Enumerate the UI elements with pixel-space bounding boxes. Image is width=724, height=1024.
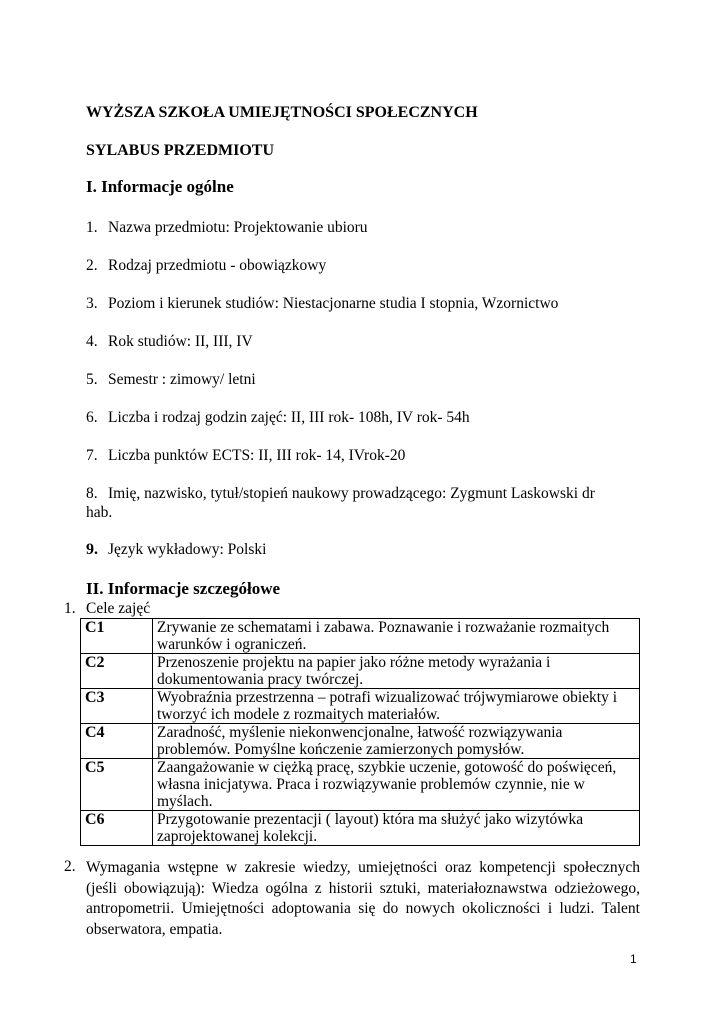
goal-description: Przygotowanie prezentacji ( layout) która ma służyć jako wizytówka zaprojektowanej kolekcji.: [153, 811, 640, 846]
table-row: [81, 724, 640, 759]
table-row: [81, 759, 640, 811]
goal-code: C2: [81, 654, 153, 689]
goal-description: Zaradność, myślenie niekonwencjonalne, łatwość rozwiązywania problemów. Pomyślne kończenie zamierzonych pomysłów.: [153, 724, 640, 759]
goal-code: C6: [81, 811, 153, 846]
list-item: 7. Liczba punktów ECTS: II, III rok- 14, IVrok-20: [86, 447, 406, 464]
goal-code: C4: [81, 724, 153, 759]
table-row: [81, 811, 640, 846]
goal-description: Zrywanie ze schematami i zabawa. Poznawanie i rozważanie rozmaitych warunków i ograniczeń.: [153, 619, 640, 654]
list-item-continuation: hab.: [86, 504, 113, 521]
goal-description: Wyobraźnia przestrzenna – potrafi wizualizować trójwymiarowe obiekty i tworzyć ich modele z rozmaitych materiałów.: [153, 689, 640, 724]
syllabus-title: SYLABUS PRZEDMIOTU: [86, 142, 275, 159]
table-row: [81, 689, 640, 724]
table-row: [81, 619, 640, 654]
page-number: 1: [630, 952, 637, 966]
list-item: 4. Rok studiów: II, III, IV: [86, 333, 253, 350]
goal-description: Przenoszenie projektu na papier jako różne metody wyrażania i dokumentowania pracy twórczej.: [153, 654, 640, 689]
goals-heading: 1. Cele zajęć: [64, 600, 151, 617]
goal-code: C3: [81, 689, 153, 724]
list-item: 2. Rodzaj przedmiotu - obowiązkowy: [86, 257, 327, 274]
goal-code: C5: [81, 759, 153, 811]
list-item: 1. Nazwa przedmiotu: Projektowanie ubioru: [86, 219, 368, 236]
list-item: 9. Język wykładowy: Polski: [86, 541, 267, 558]
list-item: 6. Liczba i rodzaj godzin zajęć: II, III rok- 108h, IV rok- 54h: [86, 409, 470, 426]
goal-code: C1: [81, 619, 153, 654]
requirements-paragraph: 2. Wymagania wstępne w zakresie wiedzy, umiejętności oraz kompetencji społecznych (jeśli obowiązują): Wiedza ogólna z historii sztuki, materiałoznawstwa odzieżowego, antropometrii. Umiejętności adoptowania się do nowych okoliczności i ludzi. Talent obserwatora, empatia.: [64, 858, 640, 938]
list-item: 5. Semestr : zimowy/ letni: [86, 371, 256, 388]
section-2-heading: II. Informacje szczegółowe: [86, 579, 281, 598]
table-row: [81, 654, 640, 689]
section-1-heading: I. Informacje ogólne: [86, 177, 234, 196]
university-name: WYŻSZA SZKOŁA UMIEJĘTNOŚCI SPOŁECZNYCH: [86, 104, 478, 121]
list-item: 8. Imię, nazwisko, tytuł/stopień naukowy prowadzącego: Zygmunt Laskowski dr: [86, 485, 595, 502]
goals-table: [80, 618, 640, 846]
list-item: 3. Poziom i kierunek studiów: Niestacjonarne studia I stopnia, Wzornictwo: [86, 295, 559, 312]
goal-description: Zaangażowanie w ciężką pracę, szybkie uczenie, gotowość do poświęceń, własna inicjatywa. Praca i rozwiązywanie problemów czynnie, nie w myślach.: [153, 759, 640, 811]
